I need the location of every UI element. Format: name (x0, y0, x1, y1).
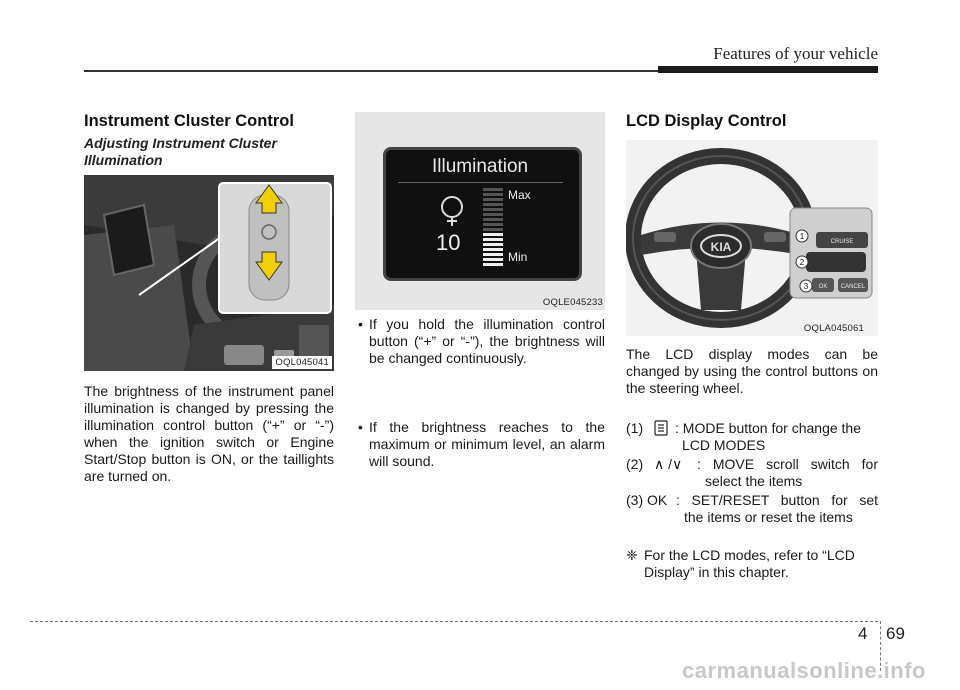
section-heading-lcd-display: LCD Display Control (626, 112, 787, 130)
illumination-lcd-panel (383, 147, 582, 281)
list-item-move-switch: (2) ∧ /∨ : MOVE scroll switch for select the items (626, 456, 878, 489)
note-symbol-icon: ❈ (626, 547, 638, 563)
lcd-display-paragraph: The LCD display modes can be changed by using the control buttons on the steering wheel. (626, 346, 878, 396)
page-number: 69 (886, 624, 905, 643)
lcd-max-label: Max (508, 188, 531, 202)
lcd-brightness-value: 10 (436, 230, 461, 255)
svg-text:OK: OK (818, 284, 828, 290)
section-heading-instrument-cluster: Instrument Cluster Control (84, 112, 294, 130)
image-code-oql045041: OQL045041 (272, 356, 332, 369)
svg-text:1: 1 (799, 232, 805, 241)
header-tab-bar (658, 66, 878, 73)
svg-text:CRUISE: CRUISE (830, 239, 854, 245)
brightness-level-bar (483, 188, 503, 268)
up-down-arrow-icon: ∧ /∨ (654, 456, 683, 472)
running-header: Features of your vehicle (713, 44, 878, 63)
kia-logo-text: KIA (710, 240, 732, 254)
list-item-mode-button: (1) : MODE button for change the LCD MODES (626, 420, 861, 453)
dashboard-photo (84, 175, 334, 371)
image-code-oqle045233: OQLE045233 (542, 297, 603, 308)
lightbulb-icon (438, 194, 466, 230)
watermark-text: carmanualsonline.info (682, 658, 926, 683)
footer-rule (30, 621, 878, 622)
instrument-cluster-paragraph: The brightness of the instrument panel illumination is changed by pressing the illumination control button (“+” or “-”) when the ignition switch or Engine Start/Stop button is ON, or the taillights are turned on. (84, 383, 334, 484)
mode-button-icon (654, 420, 668, 436)
bullet-hold-button: • If you hold the illumination control button (“+” or “-”), the brightness will be changed continuously. (355, 316, 605, 367)
svg-text:CANCEL: CANCEL (840, 284, 866, 290)
svg-text:2: 2 (799, 258, 805, 267)
bullet-max-min-alarm: • If the brightness reaches to the maximum or minimum level, an alarm will sound. (355, 419, 605, 470)
subheading-illumination: Adjusting Instrument Cluster Illumination (84, 135, 277, 168)
header-rule (84, 70, 658, 72)
image-code-oqla045061: OQLA045061 (803, 323, 864, 334)
list-item-set-reset: (3) OK : SET/RESET button for set the items or reset the items (626, 492, 878, 525)
illumination-display-image (355, 112, 605, 310)
chapter-number: 4 (858, 624, 868, 643)
lcd-modes-note: ❈ For the LCD modes, refer to “LCD Display” in this chapter. (626, 547, 855, 580)
lcd-illumination-title: Illumination (432, 156, 529, 177)
steering-wheel-image (626, 140, 878, 336)
lcd-min-label: Min (508, 250, 528, 264)
svg-text:3: 3 (803, 282, 809, 291)
